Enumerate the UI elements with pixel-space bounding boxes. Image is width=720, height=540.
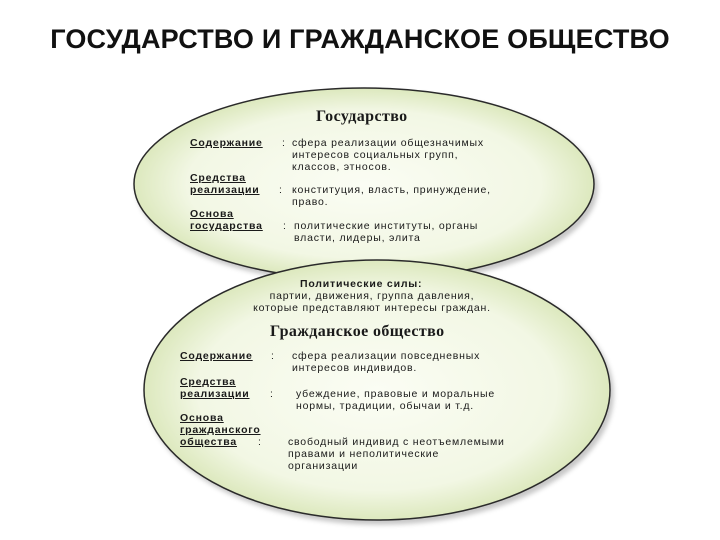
society-basis-key-2: гражданского	[180, 424, 261, 436]
state-basis-text-1: политические институты, органы	[294, 220, 479, 232]
state-means-colon: :	[279, 184, 283, 196]
society-basis-text-2: правами и неполитические	[288, 448, 440, 460]
state-means-key-2: реализации	[190, 184, 260, 196]
political-forces-heading: Политические силы:	[300, 278, 423, 290]
society-content-colon: :	[271, 350, 275, 362]
state-heading: Государство	[316, 108, 408, 125]
state-content-text-2: интересов социальных групп,	[292, 149, 459, 161]
society-basis-colon: :	[258, 436, 262, 448]
state-content-text-1: сфера реализации общезначимых	[292, 137, 484, 149]
society-content-key: Содержание	[180, 350, 253, 362]
state-content-colon: :	[282, 137, 286, 149]
state-basis-key-1: Основа	[190, 208, 234, 220]
civil-society-heading: Гражданское общество	[270, 323, 445, 340]
society-means-key-2: реализации	[180, 388, 250, 400]
society-means-text-2: нормы, традиции, обычаи и т.д.	[296, 400, 475, 412]
state-content-text-3: классов, этносов.	[292, 161, 392, 173]
society-basis-text-3: организации	[288, 460, 358, 472]
political-forces-text-2: которые представляют интересы граждан.	[253, 302, 491, 314]
society-basis-key-1: Основа	[180, 412, 224, 424]
state-means-key-1: Средства	[190, 172, 246, 184]
state-means-text-2: право.	[292, 196, 329, 208]
state-basis-key-2: государства	[190, 220, 263, 232]
political-forces-text-1: партии, движения, группа давления,	[269, 290, 475, 302]
society-basis-text-1: свободный индивид с неотъемлемыми	[288, 436, 505, 448]
state-basis-colon: :	[283, 220, 287, 232]
society-means-text-1: убеждение, правовые и моральные	[296, 388, 495, 400]
state-means-text-1: конституция, власть, принуждение,	[292, 184, 491, 196]
state-content-key: Содержание	[190, 137, 263, 149]
slide-title: ГОСУДАРСТВО И ГРАЖДАНСКОЕ ОБЩЕСТВО	[50, 24, 670, 54]
society-means-colon: :	[270, 388, 274, 400]
society-means-key-1: Средства	[180, 376, 236, 388]
society-content-text-2: интересов индивидов.	[292, 362, 418, 374]
society-content-text-1: сфера реализации повседневных	[292, 350, 481, 362]
society-basis-key-3: общества	[180, 436, 237, 448]
state-basis-text-2: власти, лидеры, элита	[294, 232, 421, 244]
